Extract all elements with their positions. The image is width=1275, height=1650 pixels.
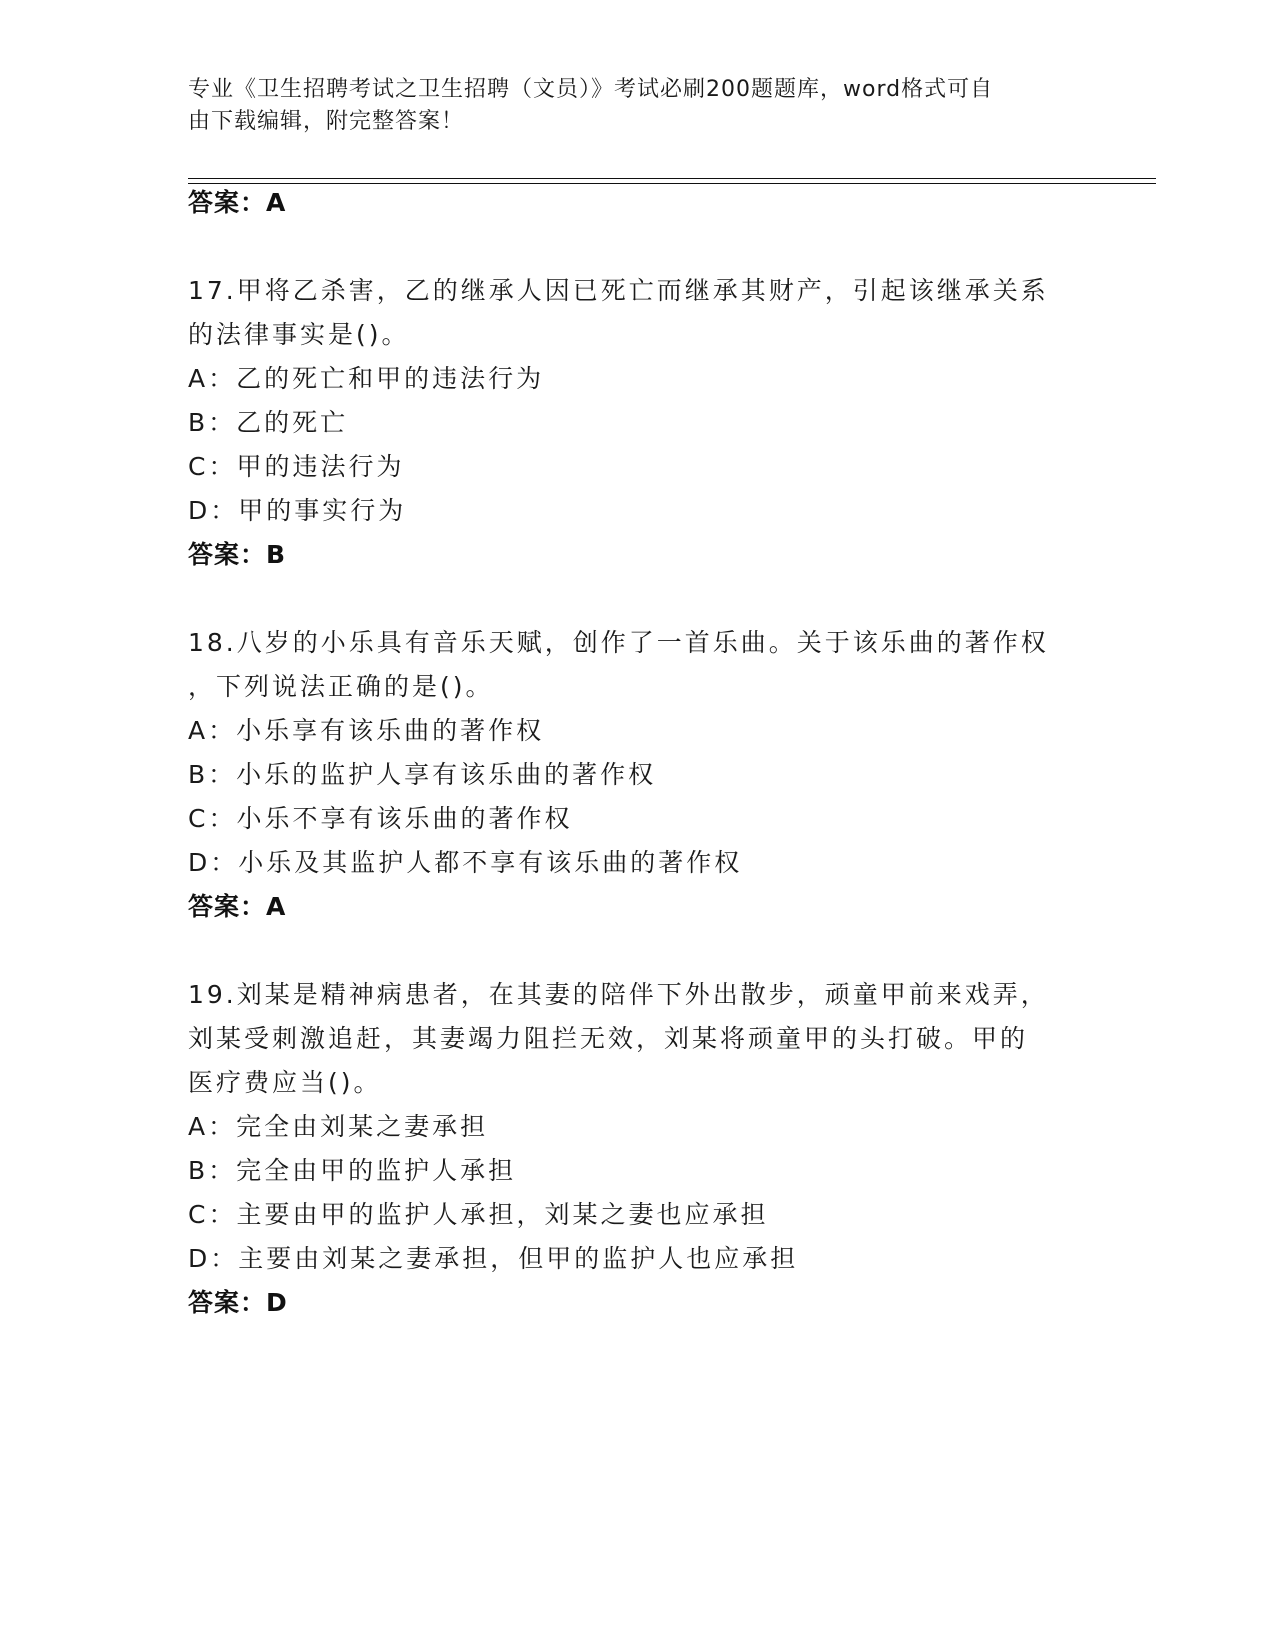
question-19-stem-line-2: 刘某受刺激追赶，其妻竭力阻拦无效，刘某将顽童甲的头打破。甲的 xyxy=(188,1024,1029,1053)
header-divider-bottom xyxy=(188,183,1156,184)
question-17-answer: 答案：B xyxy=(188,540,287,569)
question-19-option-d: D：主要由刘某之妻承担，但甲的监护人也应承担 xyxy=(188,1244,799,1273)
question-18-option-a: A：小乐享有该乐曲的著作权 xyxy=(188,716,545,745)
question-19-option-c: C：主要由甲的监护人承担，刘某之妻也应承担 xyxy=(188,1200,769,1229)
previous-answer: 答案：A xyxy=(188,188,287,217)
question-17-option-d: D：甲的事实行为 xyxy=(188,496,407,525)
question-18-option-b: B：小乐的监护人享有该乐曲的著作权 xyxy=(188,760,657,789)
header-line-2: 由下载编辑，附完整答案！ xyxy=(188,109,465,134)
question-18-stem-line-2: ，下列说法正确的是()。 xyxy=(188,672,494,701)
document-header xyxy=(188,74,1068,138)
question-18-stem-line-1: 18.八岁的小乐具有音乐天赋，创作了一首乐曲。关于该乐曲的著作权 xyxy=(188,628,1049,657)
question-19-stem-line-1: 19.刘某是精神病患者，在其妻的陪伴下外出散步，顽童甲前来戏弄， xyxy=(188,980,1049,1009)
question-19-option-b: B：完全由甲的监护人承担 xyxy=(188,1156,517,1185)
question-18-answer: 答案：A xyxy=(188,892,287,921)
question-17-option-c: C：甲的违法行为 xyxy=(188,452,405,481)
question-17-option-a: A：乙的死亡和甲的违法行为 xyxy=(188,364,545,393)
question-18-option-c: C：小乐不享有该乐曲的著作权 xyxy=(188,804,573,833)
header-divider-top xyxy=(188,178,1156,179)
question-17-stem-line-1: 17.甲将乙杀害，乙的继承人因已死亡而继承其财产，引起该继承关系 xyxy=(188,276,1049,305)
question-17-option-b: B：乙的死亡 xyxy=(188,408,349,437)
question-17-stem-line-2: 的法律事实是()。 xyxy=(188,320,410,349)
question-19-answer: 答案：D xyxy=(188,1288,288,1317)
question-19-option-a: A：完全由刘某之妻承担 xyxy=(188,1112,489,1141)
question-19-stem-line-3: 医疗费应当()。 xyxy=(188,1068,382,1097)
header-line-1: 专业《卫生招聘考试之卫生招聘（文员）》考试必刷200题题库，word格式可自 xyxy=(188,77,994,102)
question-18-option-d: D：小乐及其监护人都不享有该乐曲的著作权 xyxy=(188,848,743,877)
